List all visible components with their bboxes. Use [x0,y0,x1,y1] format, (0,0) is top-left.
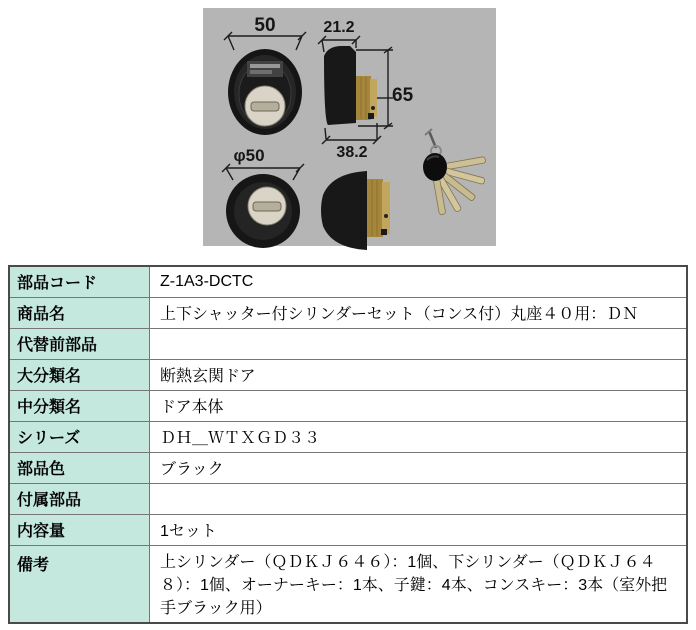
front-view-oval-lock [228,49,302,135]
row-value: 上下シャッター付シリンダーセット（コンス付）丸座４０用：ＤＮ [150,297,688,328]
table-row-part-code [9,266,687,297]
product-photo-area [0,0,696,258]
row-label: 中分類名 [9,390,150,421]
row-value: 断熱玄関ドア [150,359,688,390]
table-row-middle-category [9,390,687,421]
keyhole-slot [253,202,281,211]
row-value: 1セット [150,514,688,545]
row-value: ドア本体 [150,390,688,421]
row-value: Z-1A3-DCTC [150,266,688,297]
row-label: 内容量 [9,514,150,545]
table-row-series [9,421,687,452]
row-value: ＤＨ＿ＷＴＸＧＤ３３ [150,421,688,452]
escutcheon-cone [324,46,356,125]
row-label: 代替前部品 [9,328,150,359]
svg-text:50: 50 [254,15,276,36]
product-spec-table [8,265,688,624]
row-label: 部品コード [9,266,150,297]
brass-cylinder [367,179,390,237]
svg-text:φ50: φ50 [233,146,265,165]
front-view-round-lock [226,174,300,248]
table-row-previous-part [9,328,687,359]
table-row-contents [9,514,687,545]
row-label: 付属部品 [9,483,150,514]
row-label: 商品名 [9,297,150,328]
row-label: 大分類名 [9,359,150,390]
svg-text:21.2: 21.2 [323,19,355,36]
keyhole-slot [251,102,279,111]
table-row-remarks [9,545,687,623]
row-label: 部品色 [9,452,150,483]
row-value [150,328,688,359]
svg-text:38.2: 38.2 [336,144,368,161]
brass-cylinder [356,76,377,120]
row-value [150,483,688,514]
table-row-major-category [9,359,687,390]
row-label: シリーズ [9,421,150,452]
row-label: 備考 [9,545,150,623]
row-value: 上シリンダー（ＱＤＫＪ６４６）：1個、下シリンダー（ＱＤＫＪ６４８）：1個、オーナーキー：1本、子鍵：4本、コンスキー：3本（室外把手ブラック用） [150,545,688,623]
svg-text:65: 65 [392,85,414,106]
brand-label [247,61,283,77]
table-row-part-color [9,452,687,483]
table-row-accessory-parts [9,483,687,514]
product-diagram [0,0,696,258]
row-value: ブラック [150,452,688,483]
table-row-product-name [9,297,687,328]
